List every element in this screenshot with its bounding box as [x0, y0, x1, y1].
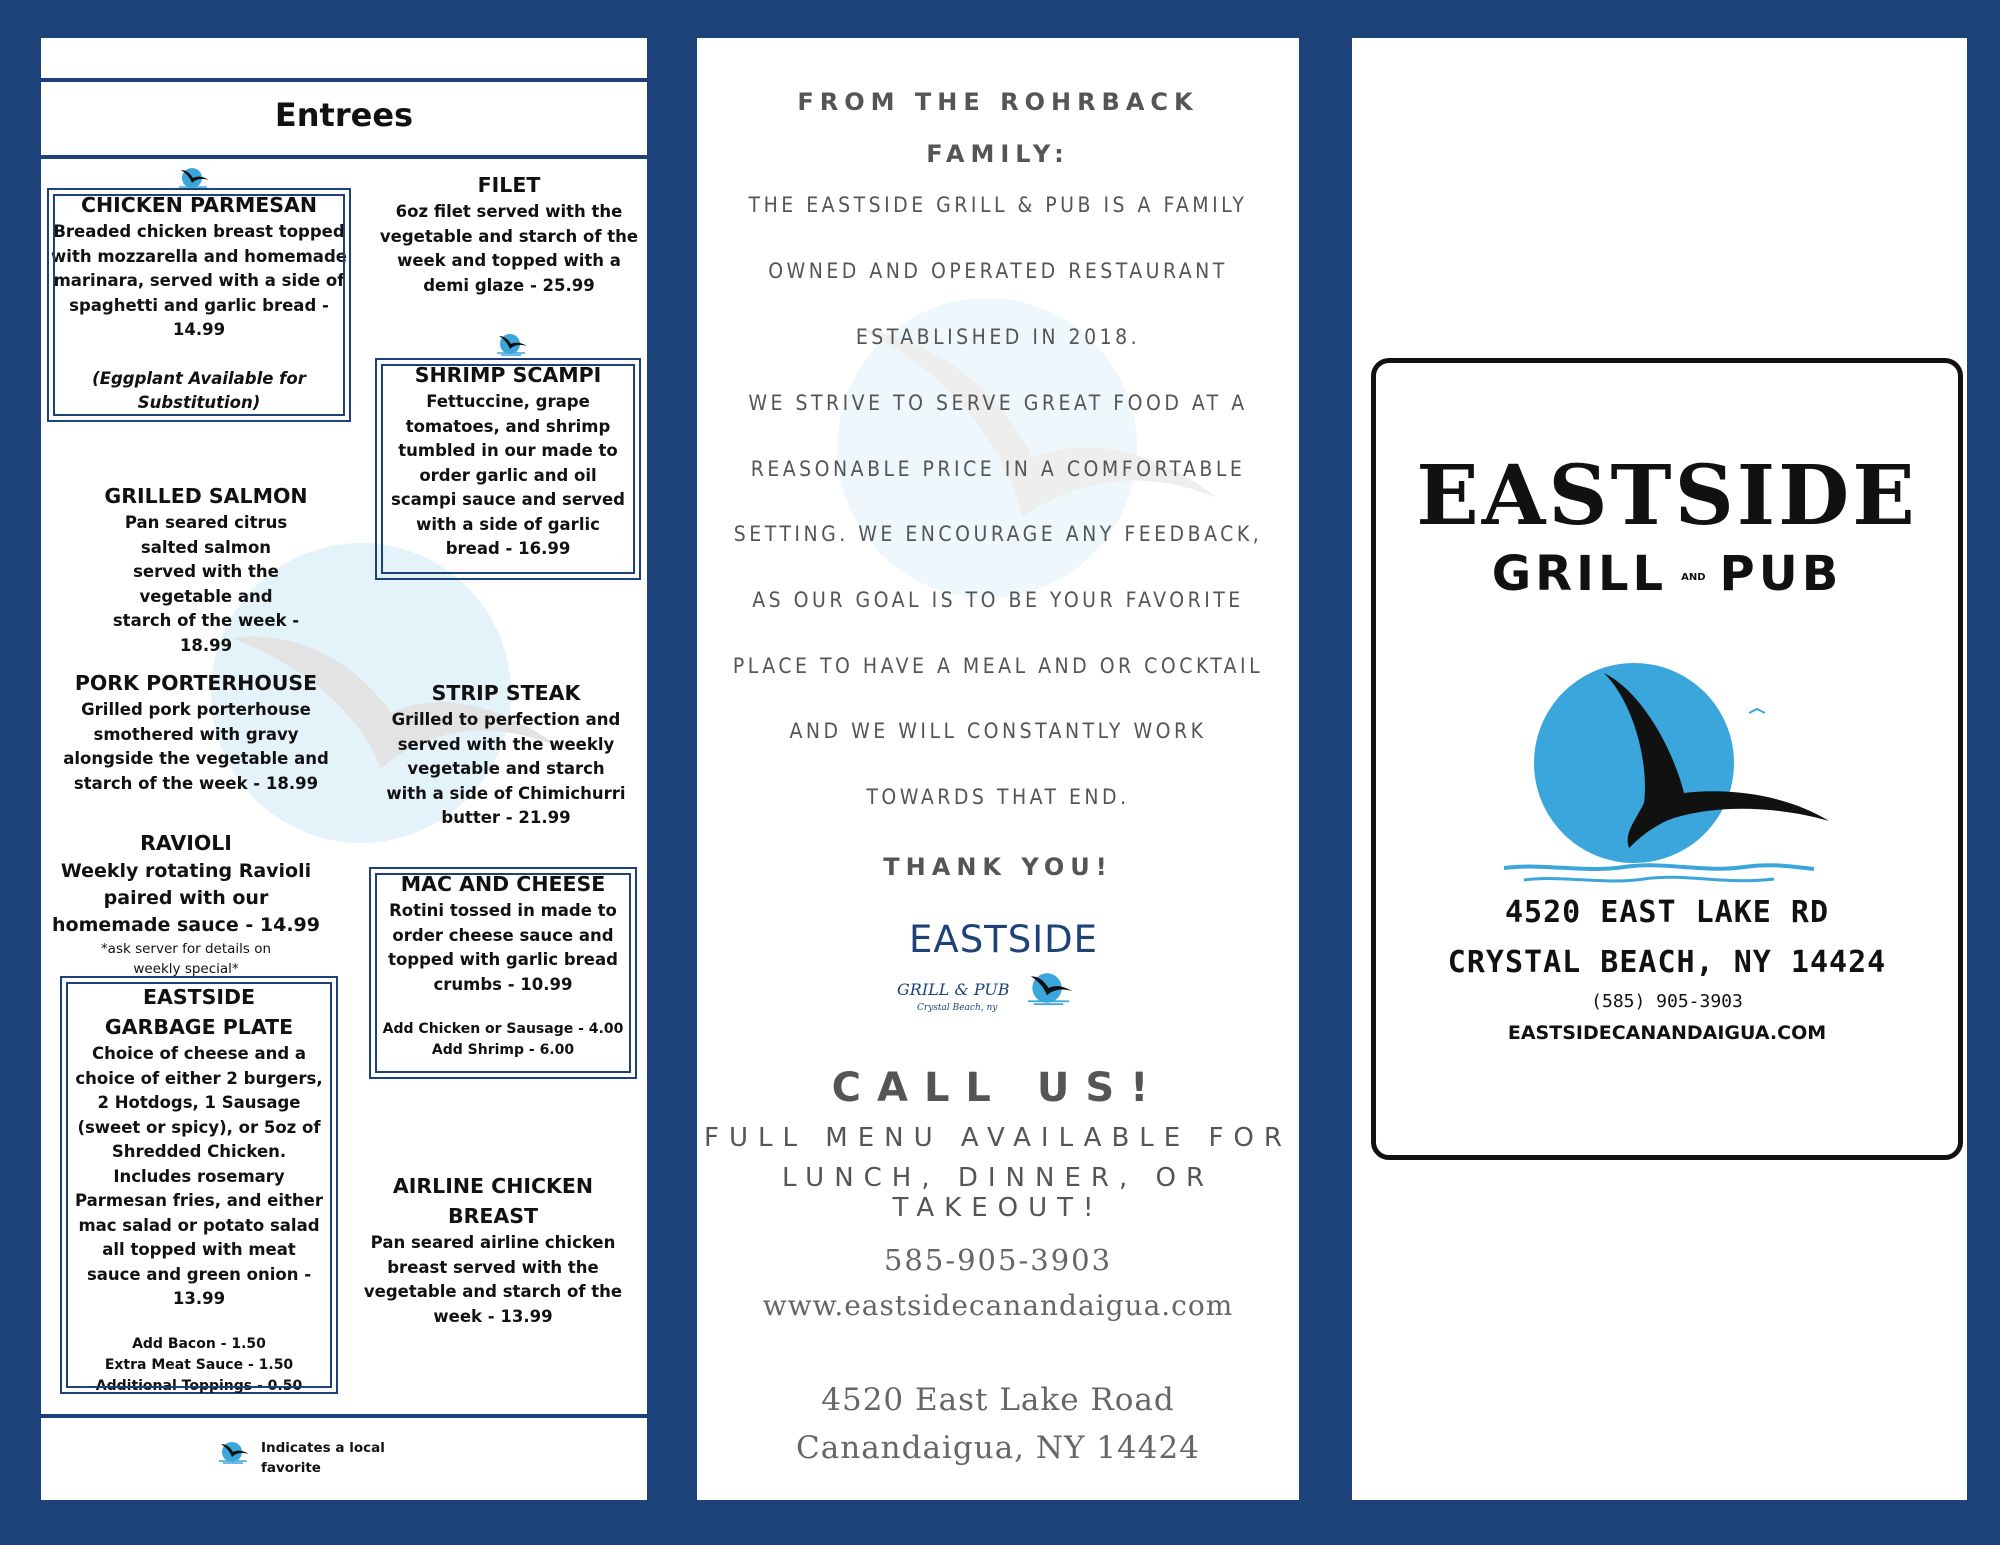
address-line: 4520 East Lake Road [821, 1382, 1175, 1418]
story-line: AND WE WILL CONSTANTLY WORK [789, 719, 1207, 743]
logo-sub: GRILL & PUB [897, 980, 1010, 999]
menu-item-filet [375, 170, 643, 298]
cover-panel [1352, 38, 1967, 1500]
item-description: Grilled pork porterhouse smothered with gravy alongside the vegetable and starch of the week - 18.99 [63, 700, 329, 793]
item-name: AIRLINE CHICKEN [392, 1174, 594, 1198]
cover-address-line: 4520 EAST LAKE RD [1504, 895, 1830, 930]
story-line: REASONABLE PRICE IN A COMFORTABLE [750, 457, 1246, 481]
cover-phone[interactable]: (585) 905-3903 [1591, 991, 1743, 1012]
item-name: FILET [477, 173, 541, 197]
item-name: EASTSIDE [142, 985, 256, 1009]
entrees-panel [41, 38, 647, 1500]
story-line: ESTABLISHED IN 2018. [855, 325, 1141, 349]
item-description: Pan seared citrus salted salmon served with the vegetable and starch of the week - 18.99 [112, 513, 300, 655]
item-note: (Eggplant Available for Substitution) [92, 368, 306, 412]
item-description: Fettuccine, grape tomatoes, and shrimp tumbled in our made to order garlic and oil scampi sauce and served with a side of garlic bread - 16.99 [391, 392, 625, 558]
menu-item-chicken-parmesan [47, 188, 351, 422]
cover-website[interactable]: EASTSIDECANANDAIGUA.COM [1507, 1022, 1827, 1044]
story-line: OWNED AND OPERATED RESTAURANT [768, 259, 1228, 283]
item-addons [62, 1334, 336, 1397]
item-name: STRIP STEAK [431, 681, 581, 705]
item-description: Rotini tossed in made to order cheese sauce and topped with garlic bread crumbs - 10.99 [388, 901, 618, 994]
item-description: Weekly rotating Ravioli paired with our homemade sauce - 14.99 [51, 860, 320, 936]
item-name: CHICKEN PARMESAN [80, 193, 318, 217]
item-description: 6oz filet served with the vegetable and starch of the week and topped with a demi glaze - 25.99 [379, 202, 639, 295]
logo-grill: GRILL [1491, 546, 1668, 602]
cover-card [1371, 358, 1963, 1160]
family-heading: FROM THE ROHRBACK [797, 88, 1199, 116]
item-name: BREAST [447, 1204, 539, 1228]
item-name: MAC AND CHEESE [400, 872, 606, 896]
seagull-icon [495, 332, 529, 356]
item-note: *ask server for details on weekly special* [100, 941, 272, 977]
menu-item-strip-steak [381, 678, 631, 831]
logo-subtitle [1376, 546, 1958, 602]
menu-item-mac-and-cheese [369, 867, 637, 1079]
cover-address-line: CRYSTAL BEACH, NY 14424 [1447, 945, 1887, 980]
family-heading: FAMILY: [926, 140, 1070, 168]
item-addons [371, 1019, 635, 1061]
menu-item-pork-porterhouse [51, 668, 341, 796]
address-line: Canandaigua, NY 14424 [796, 1430, 1200, 1466]
footer-divider [41, 1414, 647, 1418]
story-line: WE STRIVE TO SERVE GREAT FOOD AT A [748, 391, 1248, 415]
local-favorite-legend [217, 1438, 391, 1478]
addon-line: Add Shrimp - 6.00 [431, 1042, 575, 1058]
legend-text: Indicates a local favorite [261, 1440, 385, 1476]
item-name: GRILLED SALMON [104, 484, 308, 508]
addon-line: Add Chicken or Sausage - 4.00 [382, 1021, 624, 1037]
call-us-heading: CALL US! [831, 1065, 1165, 1111]
item-name: PORK PORTERHOUSE [74, 671, 318, 695]
menu-item-shrimp-scampi [375, 358, 641, 580]
seagull-sun-logo [1484, 643, 1844, 888]
page-title: Entrees [274, 96, 414, 134]
story-line: PLACE TO HAVE A MEAL AND OR COCKTAIL [732, 654, 1264, 678]
seagull-icon [177, 166, 211, 190]
entrees-header [41, 78, 647, 159]
story-line: THE EASTSIDE GRILL & PUB IS A FAMILY [748, 193, 1248, 217]
addon-line: Additional Toppings - 0.50 [95, 1377, 303, 1394]
menu-item-ravioli [51, 828, 321, 979]
item-name: GARBAGE PLATE [104, 1015, 294, 1039]
availability-line: FULL MENU AVAILABLE FOR [704, 1123, 1292, 1153]
logo-and: AND [1681, 571, 1706, 583]
menu-item-grilled-salmon [81, 481, 331, 658]
availability-line: LUNCH, DINNER, OR TAKEOUT! [781, 1163, 1215, 1223]
menu-item-airline-chicken [343, 1171, 643, 1329]
item-description: Choice of cheese and a choice of either 2 burgers, 2 Hotdogs, 1 Sausage (sweet or spicy), or 5oz of Shredded Chicken. Includes rosemary Parmesan fries, and either mac salad or potato salad all topped with meat sauce and green onion - 13.99 [75, 1044, 323, 1308]
item-name: RAVIOLI [140, 831, 232, 855]
addon-line: Add Bacon - 1.50 [132, 1335, 266, 1352]
menu-item-garbage-plate [60, 976, 338, 1394]
website-link[interactable]: www.eastsidecanandaigua.com [762, 1289, 1234, 1322]
story-line: TOWARDS THAT END. [866, 785, 1130, 809]
seagull-icon [217, 1438, 251, 1466]
thank-you: THANK YOU! [883, 853, 1113, 881]
logo-name: EASTSIDE [1416, 448, 1918, 544]
item-description: Breaded chicken breast topped with mozzarella and homemade marinara, served with a side of spaghetti and garlic bread - 14.99 [51, 222, 347, 339]
logo-name: EASTSIDE [909, 918, 1099, 961]
wave-icon [1504, 865, 1814, 869]
item-description: Grilled to perfection and served with the weekly vegetable and starch with a side of Chimichurri butter - 21.99 [386, 710, 626, 827]
phone-number[interactable]: 585-905-3903 [883, 1243, 1113, 1277]
logo-location: Crystal Beach, ny [917, 1003, 998, 1013]
seagull-watermark [817, 258, 1237, 618]
seagull-icon [1025, 968, 1075, 1008]
small-logo [897, 918, 1097, 1028]
logo-pub: PUB [1719, 546, 1843, 602]
addon-line: Extra Meat Sauce - 1.50 [104, 1356, 294, 1373]
item-name: SHRIMP SCAMPI [414, 363, 602, 387]
story-line: SETTING. WE ENCOURAGE ANY FEEDBACK, [733, 522, 1263, 546]
story-line: AS OUR GOAL IS TO BE YOUR FAVORITE [752, 588, 1244, 612]
about-panel [697, 38, 1299, 1500]
item-description: Pan seared airline chicken breast served with the vegetable and starch of the week - 13.99 [363, 1233, 623, 1326]
